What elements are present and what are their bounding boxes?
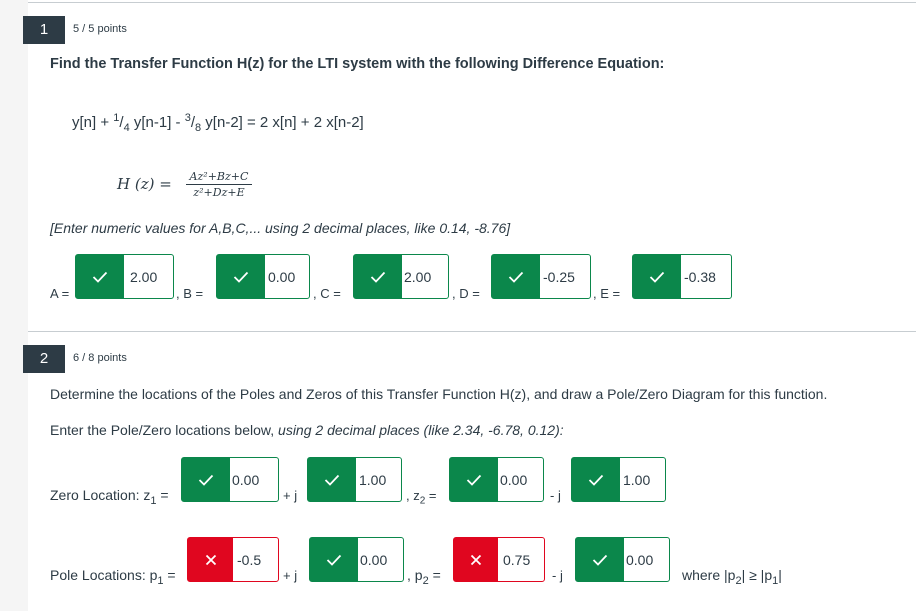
label-b: , B = [176, 286, 204, 301]
question-1-points: 5 / 5 points [73, 23, 127, 35]
plus-j-label: + j [283, 488, 298, 503]
answer-e-value: -0.38 [684, 268, 716, 285]
answer-e-field[interactable] [632, 254, 732, 299]
plus-j-label: + j [283, 568, 298, 583]
answer-b-value: 0.00 [268, 268, 296, 285]
p2-real-value: 0.75 [503, 551, 531, 568]
correct-check-icon [354, 255, 402, 298]
question-1-instructions: [Enter numeric values for A,B,C,... using 2 decimal places, like 0.14, -8.76] [50, 220, 511, 236]
z2-real-field[interactable] [449, 457, 544, 502]
correct-check-icon [576, 538, 624, 581]
pole-ordering-note: where $|p_2| \ge |p_1|$ [682, 567, 782, 587]
z1-real-value: 0.00 [232, 471, 260, 488]
instructions-italic: using 2 decimal places (like 2.34, -6.78, 0.12): [278, 422, 564, 438]
difference-equation: $y[n] + ^1/_4$ $y[n-1] - ^3/_8$ y[n-2] = 2 x[n] + 2 x[n-2] [72, 112, 364, 134]
question-2-number: 2 [23, 345, 65, 373]
label-d: , D = [452, 286, 480, 301]
transfer-function-numerator: Az²+Bz+C [189, 170, 249, 183]
question-2-top-border [28, 331, 916, 332]
transfer-function-denominator: z²+Dz+E [193, 186, 245, 199]
fraction-2-numerator: 3 [184, 112, 191, 124]
p1-imag-value: 0.00 [360, 551, 388, 568]
equation-part-1: y[n] + [72, 114, 114, 131]
z1-imag-field[interactable] [307, 457, 402, 502]
correct-check-icon [182, 458, 230, 501]
label-e: , E = [593, 286, 621, 301]
p2-imag-value: 0.00 [626, 551, 654, 568]
transfer-function-fraction [184, 170, 254, 199]
answer-d-value: -0.25 [543, 268, 575, 285]
correct-check-icon [633, 255, 681, 298]
incorrect-x-icon [188, 538, 233, 581]
fraction-bar [186, 184, 252, 185]
p1-real-value: -0.5 [237, 551, 262, 568]
equation-part-2: y[n-1] - [129, 114, 185, 131]
instructions-plain: Enter the Pole/Zero locations below, [50, 422, 279, 438]
p2-imag-field[interactable] [575, 537, 670, 582]
transfer-function-lhs: H (z) = [117, 175, 172, 193]
p1-real-field[interactable] [187, 537, 279, 582]
z1-imag-value: 1.00 [359, 471, 387, 488]
correct-check-icon [76, 255, 124, 298]
z2-label: , $z_2$ = [406, 488, 437, 507]
answer-a-field[interactable] [75, 254, 174, 299]
question-2-points: 6 / 8 points [73, 352, 127, 364]
question-1-top-border [28, 2, 916, 3]
correct-check-icon [310, 538, 358, 581]
answer-c-field[interactable] [353, 254, 449, 299]
fraction-2-denominator: 8 [195, 122, 202, 134]
label-a: A = [50, 286, 70, 301]
answer-b-field[interactable] [216, 254, 310, 299]
question-1-prompt: Find the Transfer Function H(z) for the LTI system with the following Difference Equation: [50, 56, 665, 72]
answer-c-value: 2.00 [404, 268, 432, 285]
z2-imag-value: 1.00 [623, 471, 651, 488]
correct-check-icon [308, 458, 356, 501]
p2-real-field[interactable] [453, 537, 545, 582]
pole-location-label: Pole Locations: $p_1$ = [50, 567, 176, 587]
question-2-instructions [50, 422, 564, 438]
question-1-number: 1 [23, 16, 65, 44]
fraction-1-numerator: 1 [113, 112, 120, 124]
incorrect-x-icon [454, 538, 498, 581]
answer-a-value: 2.00 [130, 268, 158, 285]
z2-real-value: 0.00 [500, 471, 528, 488]
z1-real-field[interactable] [181, 457, 279, 502]
correct-check-icon [572, 458, 620, 501]
fraction-1-denominator: 4 [123, 122, 130, 134]
correct-check-icon [450, 458, 498, 501]
minus-j-label: - j [552, 568, 563, 583]
correct-check-icon [492, 255, 540, 298]
zero-location-label: Zero Location: $z_1$ = [50, 487, 169, 507]
z2-imag-field[interactable] [571, 457, 666, 502]
left-gutter [0, 0, 28, 611]
equation-part-3: y[n-2] = 2 x[n] + 2 x[n-2] [201, 114, 364, 131]
minus-j-label: - j [550, 488, 561, 503]
correct-check-icon [217, 255, 265, 298]
p2-label: , $p_2$ = [407, 567, 441, 587]
question-2-prompt: Determine the locations of the Poles and Zeros of this Transfer Function H(z), and draw a Pole/Zero Diagram for this function. [50, 386, 828, 402]
label-c: , C = [313, 286, 341, 301]
p1-imag-field[interactable] [309, 537, 404, 582]
answer-d-field[interactable] [491, 254, 591, 299]
